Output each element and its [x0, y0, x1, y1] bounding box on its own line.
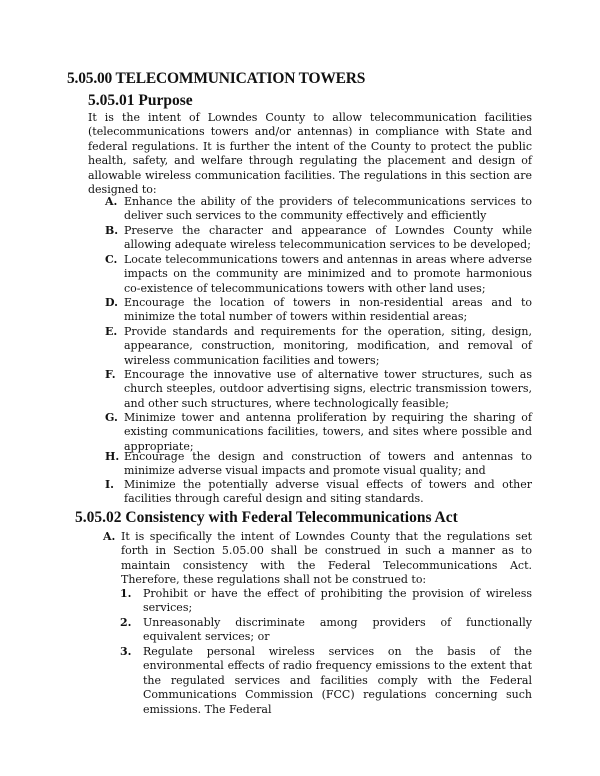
consistency-heading: 5.05.02 Consistency with Federal Telecommunications Act	[75, 509, 458, 526]
sub-list-item	[120, 587, 532, 616]
item-label: H.	[105, 450, 120, 463]
purpose-intro: It is the intent of Lowndes County to allow telecommunication facilities (telecommunications towers and/or antennas) in compliance with State and federal regulations. It is further the intent of the County to protect the public health, safety, and welfare through regulating the placement and design of allowable wireless communication facilities. The regulations in this section are designed to:	[88, 111, 532, 197]
item-label: C.	[105, 253, 118, 266]
item-label: E.	[105, 325, 118, 338]
item-label: I.	[105, 478, 114, 491]
subitem-label: 2.	[120, 616, 132, 629]
item-label: D.	[105, 296, 118, 309]
item-label: A.	[105, 195, 118, 208]
list-item	[105, 325, 532, 368]
item-text: Preserve the character and appearance of Lowndes County while allowing adequate wireless telecommunication services to be developed;	[124, 224, 532, 252]
sub-list-item	[120, 616, 532, 645]
list-item	[105, 224, 532, 253]
item-label: G.	[105, 411, 118, 424]
item-text: Enhance the ability of the providers of telecommunications services to deliver such services to the community effectively and efficiently	[124, 195, 532, 223]
item-text: Minimize tower and antenna proliferation by requiring the sharing of existing communications facilities, towers, and sites where possible and appropriate;	[124, 411, 532, 453]
item-text: Minimize the potentially adverse visual effects of towers and other facilities through careful design and siting standards.	[124, 478, 532, 506]
list-item	[105, 296, 532, 325]
purpose-heading: 5.05.01 Purpose	[88, 92, 193, 109]
subitem-text: Regulate personal wireless services on the basis of the environmental effects of radio frequency emissions to the extent that the regulated services and facilities comply with the Federal Communications Commission (FCC) regulations concerning such emissions. The Federal	[143, 645, 532, 716]
list-item	[105, 450, 532, 479]
list-item	[105, 195, 532, 224]
subitem-label: 3.	[120, 645, 132, 658]
item-text: Encourage the design and construction of towers and antennas to minimize adverse visual impacts and promote visual quality; and	[124, 450, 532, 478]
subitem-text: Prohibit or have the effect of prohibiting the provision of wireless services;	[143, 587, 532, 615]
list-item	[105, 411, 532, 454]
paragraph-a	[103, 530, 532, 588]
item-label: B.	[105, 224, 119, 237]
list-item	[105, 478, 532, 507]
subitem-text: Unreasonably discriminate among providers of functionally equivalent services; or	[143, 616, 532, 644]
item-text: Provide standards and requirements for the operation, siting, design, appearance, construction, monitoring, modification, and removal of wireless communication facilities and towers;	[124, 325, 532, 367]
sub-list-item	[120, 645, 532, 717]
item-label: A.	[103, 530, 116, 543]
item-text: Locate telecommunications towers and antennas in areas where adverse impacts on the community are minimized and to promote harmonious co-existence of telecommunications towers with other land uses;	[124, 253, 532, 295]
list-item	[105, 368, 532, 411]
item-text: Encourage the location of towers in non-residential areas and to minimize the total number of towers within residential areas;	[124, 296, 532, 324]
item-text: It is specifically the intent of Lowndes County that the regulations set forth in Section 5.05.00 shall be construed in such a manner as to maintain consistency with the Federal Telecommunications Act. Therefore, these regulations shall not be construed to:	[121, 530, 532, 587]
item-text: Encourage the innovative use of alternative tower structures, such as church steeples, outdoor advertising signs, electric transmission towers, and other such structures, where technologically feasible;	[124, 368, 532, 410]
list-item	[105, 253, 532, 296]
item-label: F.	[105, 368, 116, 381]
section-heading: 5.05.00 TELECOMMUNICATION TOWERS	[67, 70, 366, 87]
subitem-label: 1.	[120, 587, 132, 600]
